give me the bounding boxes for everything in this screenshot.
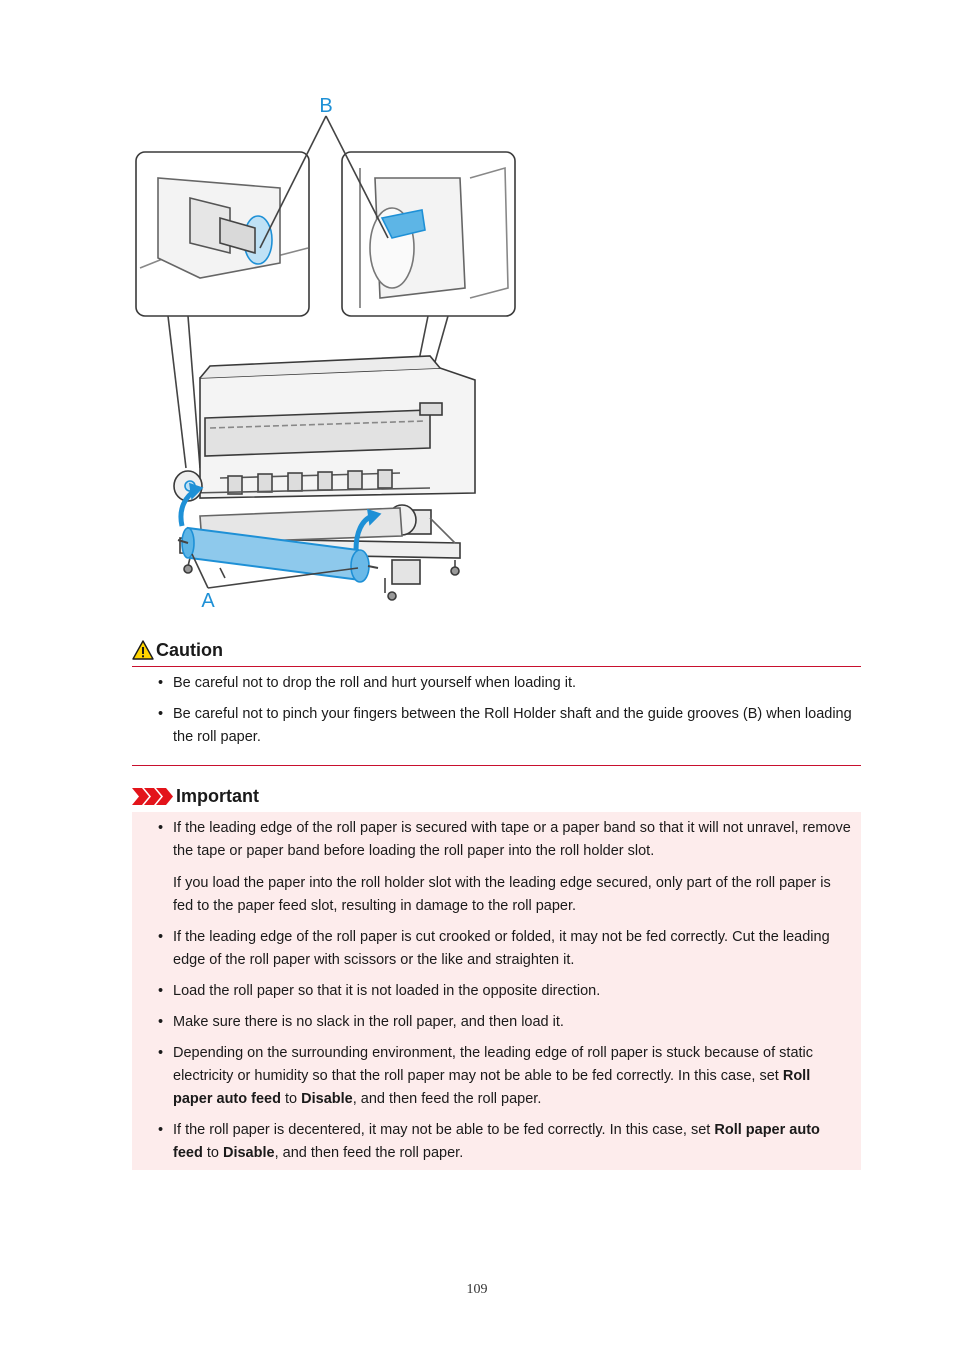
important-header (132, 784, 861, 812)
important-title: Important (176, 786, 259, 806)
important-list (132, 812, 861, 1170)
page-number: 109 (466, 1282, 488, 1297)
caution-title: Caution (156, 640, 223, 660)
list-item: • Make sure there is no slack in the roll paper, and then load it. (158, 1014, 564, 1030)
list-item: • Load the roll paper so that it is not loaded in the opposite direction. (158, 983, 601, 999)
caution-header (132, 638, 861, 667)
list-item: • If the roll paper is decentered, it may not be able to be fed correctly. In this case, set Roll paper auto feed to Disable, and then feed the roll paper. (158, 1122, 820, 1161)
setting-value: Disable (222, 1145, 275, 1161)
sub-paragraph: If you load the paper into the roll holder slot with the leading edge secured, only part of the roll paper is fed to the paper feed slot, resulting in damage to the roll paper. (173, 875, 831, 914)
label-a: A (201, 590, 215, 612)
list-item: • Be careful not to drop the roll and hurt yourself when loading it. (158, 675, 577, 691)
list-item: • If the leading edge of the roll paper is cut crooked or folded, it may not be fed correctly. Cut the leading edge of the roll paper with scissors or the like and straighten it. (158, 929, 830, 968)
roll-loading-illustration (130, 88, 530, 614)
list-item: • If the leading edge of the roll paper is secured with tape or a paper band so that it will not unravel, remove the tape or paper band before loading the roll paper into the roll holder slot. If you load the paper into the roll holder slot with the leading edge secured, only part of the roll paper is fed to the paper feed slot, resulting in damage to the roll paper. (132, 817, 861, 918)
setting-name: Roll paper auto feed (173, 1122, 820, 1161)
warning-triangle-icon (132, 640, 154, 660)
list-item: • Depending on the surrounding environment, the leading edge of roll paper is stuck because of static electricity or humidity so that the roll paper may not be able to be fed correctly. In this case, set Roll paper auto feed to Disable, and then feed the roll paper. (158, 1045, 814, 1107)
setting-name: Roll paper auto feed (173, 1068, 811, 1107)
setting-value: Disable (301, 1091, 353, 1107)
list-item: • Be careful not to pinch your fingers between the Roll Holder shaft and the guide grooves (B) when loading the roll paper. (158, 706, 852, 745)
caution-list (132, 667, 861, 766)
label-b: B (319, 95, 333, 117)
triple-chevron-icon (132, 788, 174, 805)
